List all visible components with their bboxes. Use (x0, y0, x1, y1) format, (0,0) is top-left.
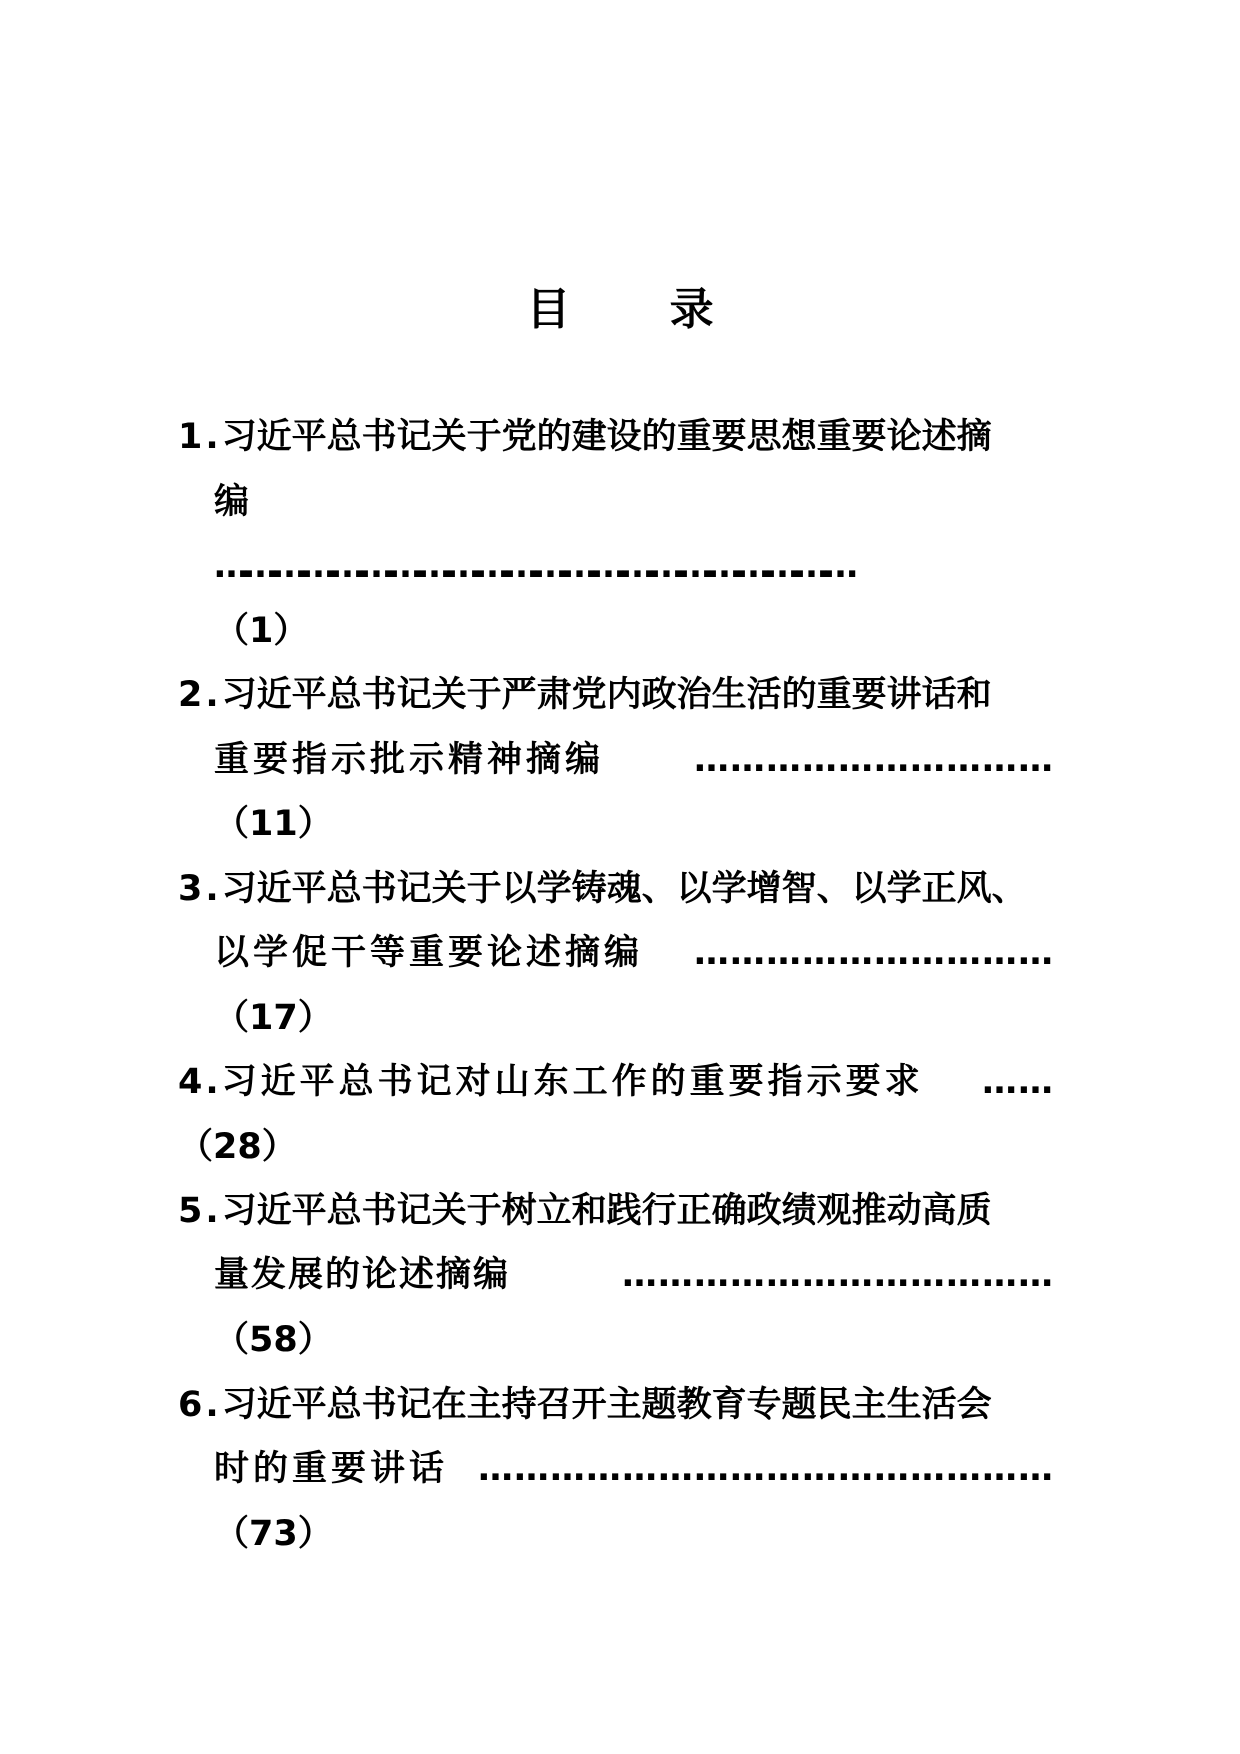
toc-entry-5-line-2 (214, 1250, 1054, 1300)
toc-entry-3-number: 3. (178, 869, 222, 909)
toc-entry-1-line-2 (214, 477, 249, 527)
toc-entry-1-title-cont: 编 (214, 482, 250, 522)
toc-entry-2-title: 习近平总书记关于严肃党内政治生活的重要讲话和 (221, 675, 992, 715)
toc-entry-2-line-2 (214, 735, 1054, 785)
toc-entry-6-line-1 (178, 1380, 992, 1430)
toc-entry-2-line-1 (178, 670, 992, 720)
toc-entry-5-title: 习近平总书记关于树立和践行正确政绩观推动高质 (221, 1191, 992, 1231)
toc-entry-5-line-1 (178, 1186, 992, 1236)
toc-entry-6-page: （73） (214, 1514, 333, 1554)
toc-entry-5-number: 5. (178, 1191, 222, 1231)
toc-entry-3-title-cont: 以学促干等重要论述摘编 (214, 933, 644, 973)
toc-entry-1-number: 1. (178, 417, 222, 457)
toc-entry-6-title: 习近平总书记在主持召开主题教育专题民主生活会 (221, 1385, 992, 1425)
toc-entry-3-line-2 (214, 928, 1054, 978)
toc-entry-2-number: 2. (178, 675, 222, 715)
toc-entry-1-line-1 (178, 412, 992, 462)
toc-entry-5-title-cont: 量发展的论述摘编 (214, 1255, 511, 1295)
toc-entry-2-title-cont: 重要指示批示精神摘编 (214, 740, 605, 780)
toc-title: 目 录 (526, 284, 756, 335)
toc-entry-6-line-2 (214, 1444, 1054, 1494)
toc-entry-1-page: （1） (214, 611, 309, 651)
toc-entry-2-leader: ………………………… (694, 740, 1054, 780)
toc-entry-2-page: （11） (214, 804, 333, 844)
toc-entry-5-leader: ……………………………… (622, 1255, 1054, 1295)
toc-entry-6-number: 6. (178, 1385, 222, 1425)
toc-entry-4-number: 4. (178, 1062, 222, 1102)
toc-entry-4-line-1 (178, 1057, 1054, 1107)
toc-entry-6-title-cont: 时的重要讲话 (214, 1449, 449, 1489)
toc-entry-1-title: 习近平总书记关于党的建设的重要思想重要论述摘 (221, 417, 992, 457)
toc-entry-3-leader: ………………………… (694, 933, 1054, 973)
toc-entry-4-title: 习近平总书记对山东工作的重要指示要求 (221, 1062, 924, 1102)
toc-entry-5-page: （58） (214, 1320, 333, 1360)
toc-entry-3-page: （17） (214, 998, 333, 1038)
toc-entry-3-line-1 (178, 864, 1027, 914)
toc-entry-1-leader: ………………………………………………………… (214, 546, 852, 586)
toc-entry-4-leader: …… (982, 1062, 1054, 1102)
toc-entry-3-title: 习近平总书记关于以学铸魂、以学增智、以学正风、 (221, 869, 1027, 909)
toc-entry-4-page: （28） (178, 1127, 297, 1167)
toc-entry-6-leader: ………………………………………… (478, 1449, 1054, 1489)
